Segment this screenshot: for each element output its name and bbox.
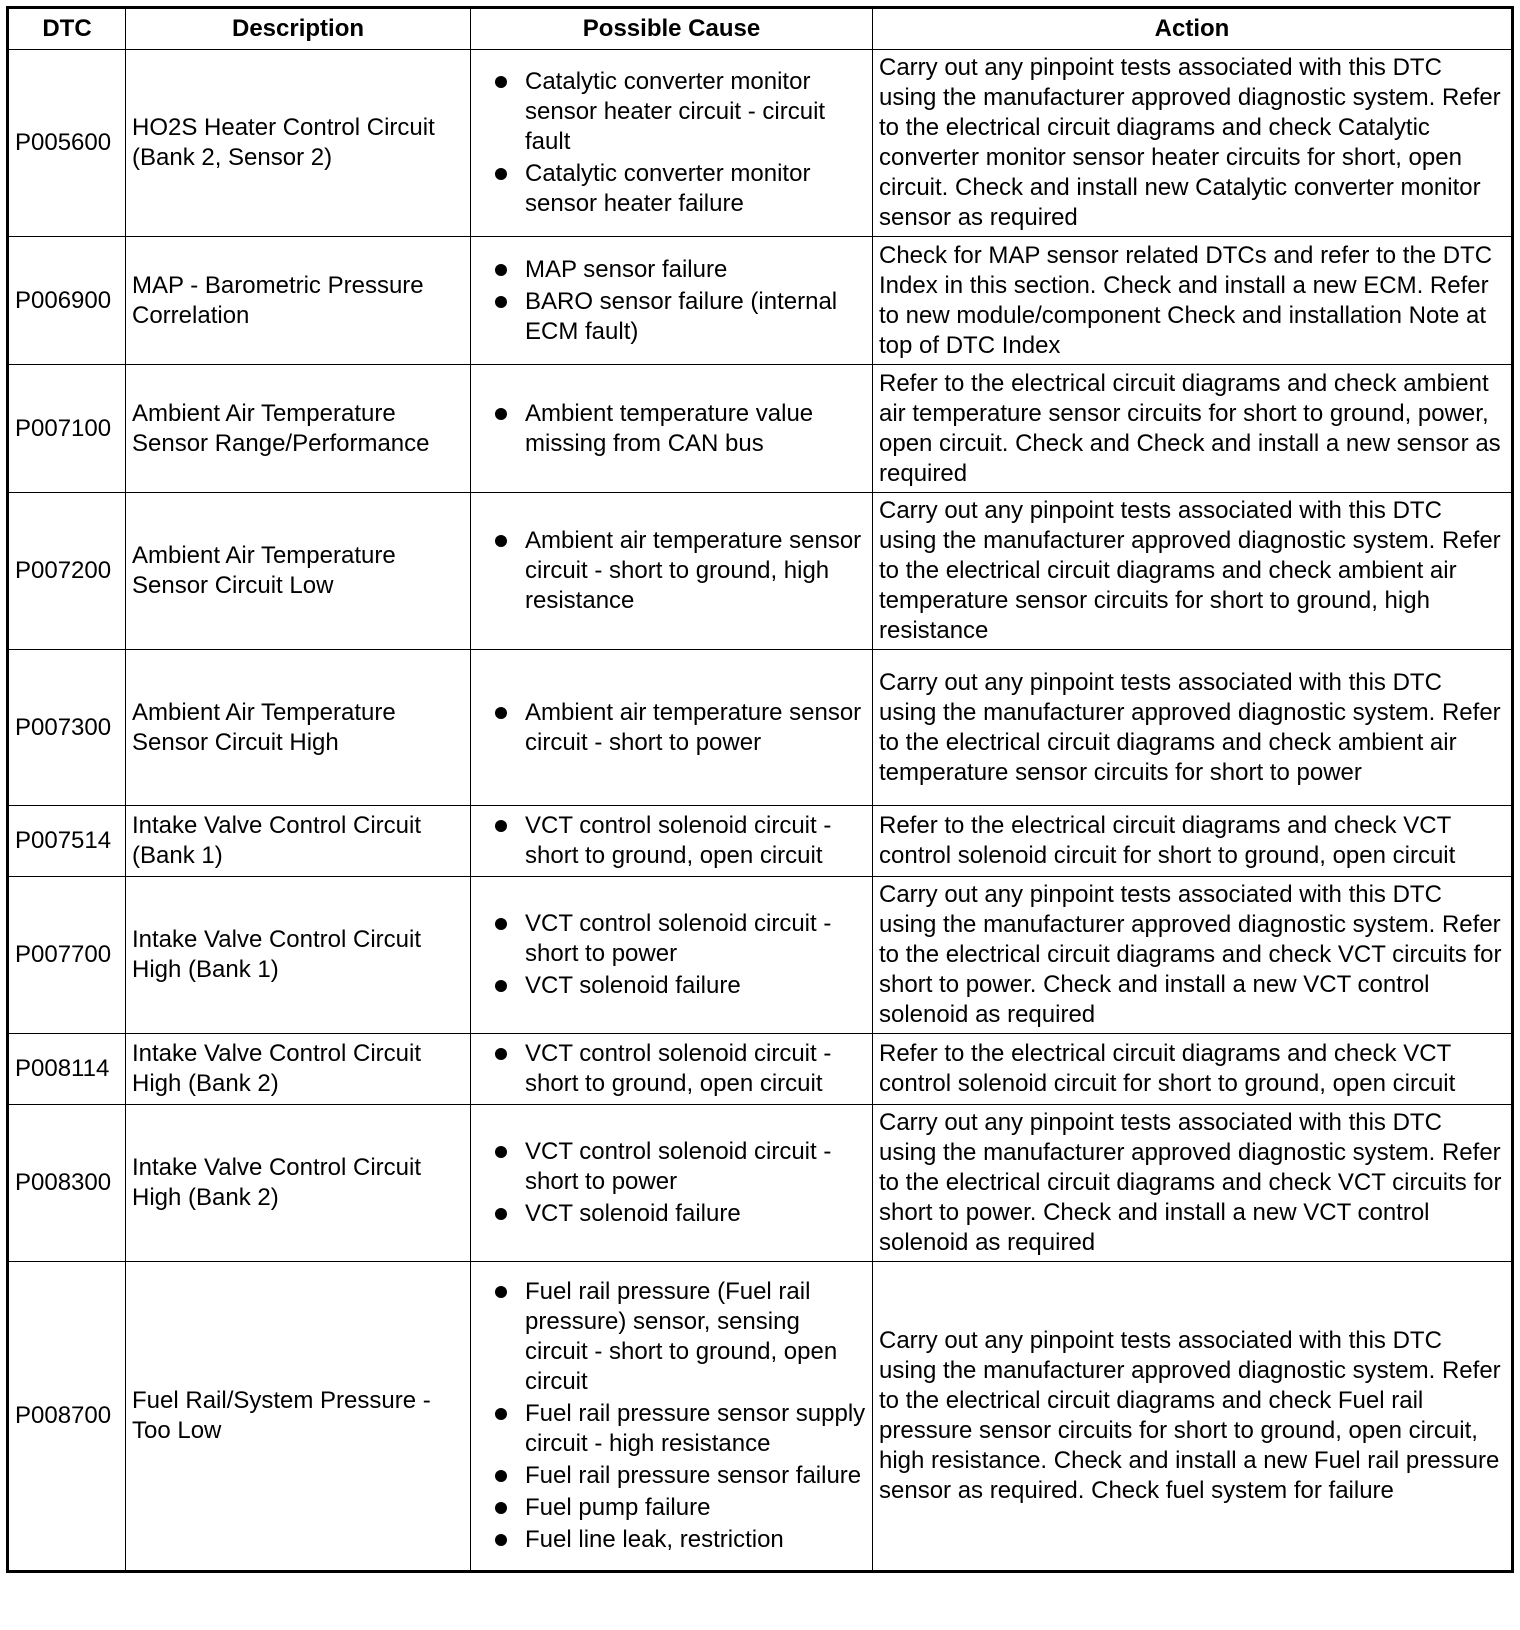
description-cell: Fuel Rail/System Pressure - Too Low xyxy=(126,1262,471,1572)
cause-text: Fuel rail pressure sensor failure xyxy=(525,1462,862,1489)
bullet-icon xyxy=(495,918,507,930)
description-cell: Intake Valve Control Circuit High (Bank 1) xyxy=(126,877,471,1034)
cause-list xyxy=(477,67,866,219)
cause-text: Ambient air temperature sensor circuit - short to power xyxy=(525,698,862,756)
cause-item xyxy=(477,971,866,1001)
cause-item xyxy=(477,526,866,616)
bullet-icon xyxy=(495,296,507,308)
action-cell: Refer to the electrical circuit diagrams and check VCT control solenoid circuit for short to ground, open circuit xyxy=(873,806,1513,877)
cause-text: Fuel rail pressure sensor supply circuit - high resistance xyxy=(525,1400,866,1457)
action-cell: Refer to the electrical circuit diagrams and check VCT control solenoid circuit for short to ground, open circuit xyxy=(873,1034,1513,1105)
cause-text: BARO sensor failure (internal ECM fault) xyxy=(525,287,838,345)
cause-list xyxy=(477,399,866,459)
bullet-icon xyxy=(495,408,507,420)
bullet-icon xyxy=(495,1408,507,1420)
table-row xyxy=(8,365,1513,493)
cause-text: Fuel line leak, restriction xyxy=(525,1526,784,1553)
possible-cause-cell xyxy=(471,237,873,365)
action-cell: Check for MAP sensor related DTCs and refer to the DTC Index in this section. Check and install a new ECM. Refer to new module/component Check and installation Note at top of DTC Index xyxy=(873,237,1513,365)
dtc-code-cell: P008114 xyxy=(8,1034,126,1105)
cause-list xyxy=(477,698,866,758)
possible-cause-cell xyxy=(471,1262,873,1572)
cause-list xyxy=(477,1039,866,1099)
cause-text: Catalytic converter monitor sensor heater circuit - circuit fault xyxy=(525,68,826,155)
cause-list xyxy=(477,526,866,616)
bullet-icon xyxy=(495,1470,507,1482)
dtc-code-cell: P007200 xyxy=(8,493,126,650)
description-cell: HO2S Heater Control Circuit (Bank 2, Sensor 2) xyxy=(126,50,471,237)
cause-item xyxy=(477,1399,866,1459)
cause-item xyxy=(477,1199,866,1229)
cause-item xyxy=(477,1277,866,1397)
possible-cause-cell xyxy=(471,806,873,877)
dtc-code-cell: P008700 xyxy=(8,1262,126,1572)
bullet-icon xyxy=(495,76,507,88)
possible-cause-cell xyxy=(471,1105,873,1262)
cause-text: MAP sensor failure xyxy=(525,255,728,283)
bullet-icon xyxy=(495,1286,507,1298)
action-cell: Carry out any pinpoint tests associated with this DTC using the manufacturer approved diagnostic system. Refer to the electrical circuit diagrams and check Catalytic converter monitor sensor heater circuits for short, open circuit. Check and install new Catalytic converter monitor sensor as required xyxy=(873,50,1513,237)
possible-cause-cell xyxy=(471,1034,873,1105)
action-cell: Carry out any pinpoint tests associated with this DTC using the manufacturer approved diagnostic system. Refer to the electrical circuit diagrams and check ambient air temperature sensor circuits for short to ground, high resistance xyxy=(873,493,1513,650)
cause-text: VCT control solenoid circuit - short to power xyxy=(525,1138,832,1195)
header-description: Description xyxy=(126,8,471,50)
description-cell: Ambient Air Temperature Sensor Circuit Low xyxy=(126,493,471,650)
cause-item xyxy=(477,287,866,347)
action-cell: Carry out any pinpoint tests associated with this DTC using the manufacturer approved diagnostic system. Refer to the electrical circuit diagrams and check ambient air temperature sensor circuits for short to power xyxy=(873,650,1513,806)
dtc-code-cell: P005600 xyxy=(8,50,126,237)
cause-text: Fuel rail pressure (Fuel rail pressure) sensor, sensing circuit - short to ground, open circuit xyxy=(525,1278,838,1395)
cause-text: Catalytic converter monitor sensor heater failure xyxy=(525,160,811,217)
bullet-icon xyxy=(495,264,507,276)
bullet-icon xyxy=(495,1534,507,1546)
dtc-code-cell: P007514 xyxy=(8,806,126,877)
table-header-row xyxy=(8,8,1513,50)
cause-list xyxy=(477,255,866,347)
bullet-icon xyxy=(495,820,507,832)
table-row xyxy=(8,806,1513,877)
header-possible-cause: Possible Cause xyxy=(471,8,873,50)
possible-cause-cell xyxy=(471,650,873,806)
table-row xyxy=(8,877,1513,1034)
description-cell: Intake Valve Control Circuit High (Bank 2) xyxy=(126,1034,471,1105)
cause-item xyxy=(477,909,866,969)
cause-text: VCT control solenoid circuit - short to ground, open circuit xyxy=(525,1040,832,1097)
possible-cause-cell xyxy=(471,493,873,650)
cause-list xyxy=(477,909,866,1001)
bullet-icon xyxy=(495,707,507,719)
possible-cause-cell xyxy=(471,365,873,493)
cause-item xyxy=(477,698,866,758)
cause-item xyxy=(477,1525,866,1555)
description-cell: Ambient Air Temperature Sensor Circuit High xyxy=(126,650,471,806)
description-cell: Intake Valve Control Circuit (Bank 1) xyxy=(126,806,471,877)
bullet-icon xyxy=(495,1048,507,1060)
cause-item xyxy=(477,1493,866,1523)
header-dtc: DTC xyxy=(8,8,126,50)
cause-text: Fuel pump failure xyxy=(525,1494,711,1521)
table-row xyxy=(8,1262,1513,1572)
dtc-code-cell: P007700 xyxy=(8,877,126,1034)
cause-text: VCT control solenoid circuit - short to ground, open circuit xyxy=(525,812,832,869)
dtc-code-cell: P008300 xyxy=(8,1105,126,1262)
action-cell: Carry out any pinpoint tests associated with this DTC using the manufacturer approved diagnostic system. Refer to the electrical circuit diagrams and check VCT circuits for short to power. Check and install a new VCT control solenoid as required xyxy=(873,877,1513,1034)
bullet-icon xyxy=(495,980,507,992)
bullet-icon xyxy=(495,1146,507,1158)
table-row xyxy=(8,50,1513,237)
cause-item xyxy=(477,67,866,157)
possible-cause-cell xyxy=(471,877,873,1034)
bullet-icon xyxy=(495,168,507,180)
cause-item xyxy=(477,399,866,459)
cause-text: Ambient air temperature sensor circuit - short to ground, high resistance xyxy=(525,527,862,614)
table-row xyxy=(8,1105,1513,1262)
cause-item xyxy=(477,1461,866,1491)
cause-list xyxy=(477,811,866,871)
table-row xyxy=(8,237,1513,365)
header-action: Action xyxy=(873,8,1513,50)
cause-item xyxy=(477,811,866,871)
cause-item xyxy=(477,1039,866,1099)
bullet-icon xyxy=(495,535,507,547)
action-cell: Carry out any pinpoint tests associated with this DTC using the manufacturer approved diagnostic system. Refer to the electrical circuit diagrams and check Fuel rail pressure sensor circuits for short to ground, open circuit, high resistance. Check and install a new Fuel rail pressure sensor as required. Check fuel system for failure xyxy=(873,1262,1513,1572)
possible-cause-cell xyxy=(471,50,873,237)
bullet-icon xyxy=(495,1208,507,1220)
cause-text: VCT control solenoid circuit - short to power xyxy=(525,910,832,967)
table-row xyxy=(8,650,1513,806)
cause-text: VCT solenoid failure xyxy=(525,972,741,999)
cause-text: VCT solenoid failure xyxy=(525,1200,741,1227)
table-row xyxy=(8,1034,1513,1105)
cause-item xyxy=(477,159,866,219)
dtc-code-cell: P007300 xyxy=(8,650,126,806)
action-cell: Refer to the electrical circuit diagrams and check ambient air temperature sensor circuits for short to ground, power, open circuit. Check and Check and install a new sensor as required xyxy=(873,365,1513,493)
cause-list xyxy=(477,1137,866,1229)
cause-item xyxy=(477,1137,866,1197)
table-row xyxy=(8,493,1513,650)
action-cell: Carry out any pinpoint tests associated with this DTC using the manufacturer approved diagnostic system. Refer to the electrical circuit diagrams and check VCT circuits for short to power. Check and install a new VCT control solenoid as required xyxy=(873,1105,1513,1262)
cause-item xyxy=(477,255,866,285)
description-cell: MAP - Barometric Pressure Correlation xyxy=(126,237,471,365)
dtc-code-cell: P007100 xyxy=(8,365,126,493)
dtc-code-cell: P006900 xyxy=(8,237,126,365)
cause-list xyxy=(477,1277,866,1555)
description-cell: Intake Valve Control Circuit High (Bank 2) xyxy=(126,1105,471,1262)
bullet-icon xyxy=(495,1502,507,1514)
description-cell: Ambient Air Temperature Sensor Range/Performance xyxy=(126,365,471,493)
cause-text: Ambient temperature value missing from CAN bus xyxy=(525,399,814,457)
dtc-table xyxy=(6,6,1514,1573)
